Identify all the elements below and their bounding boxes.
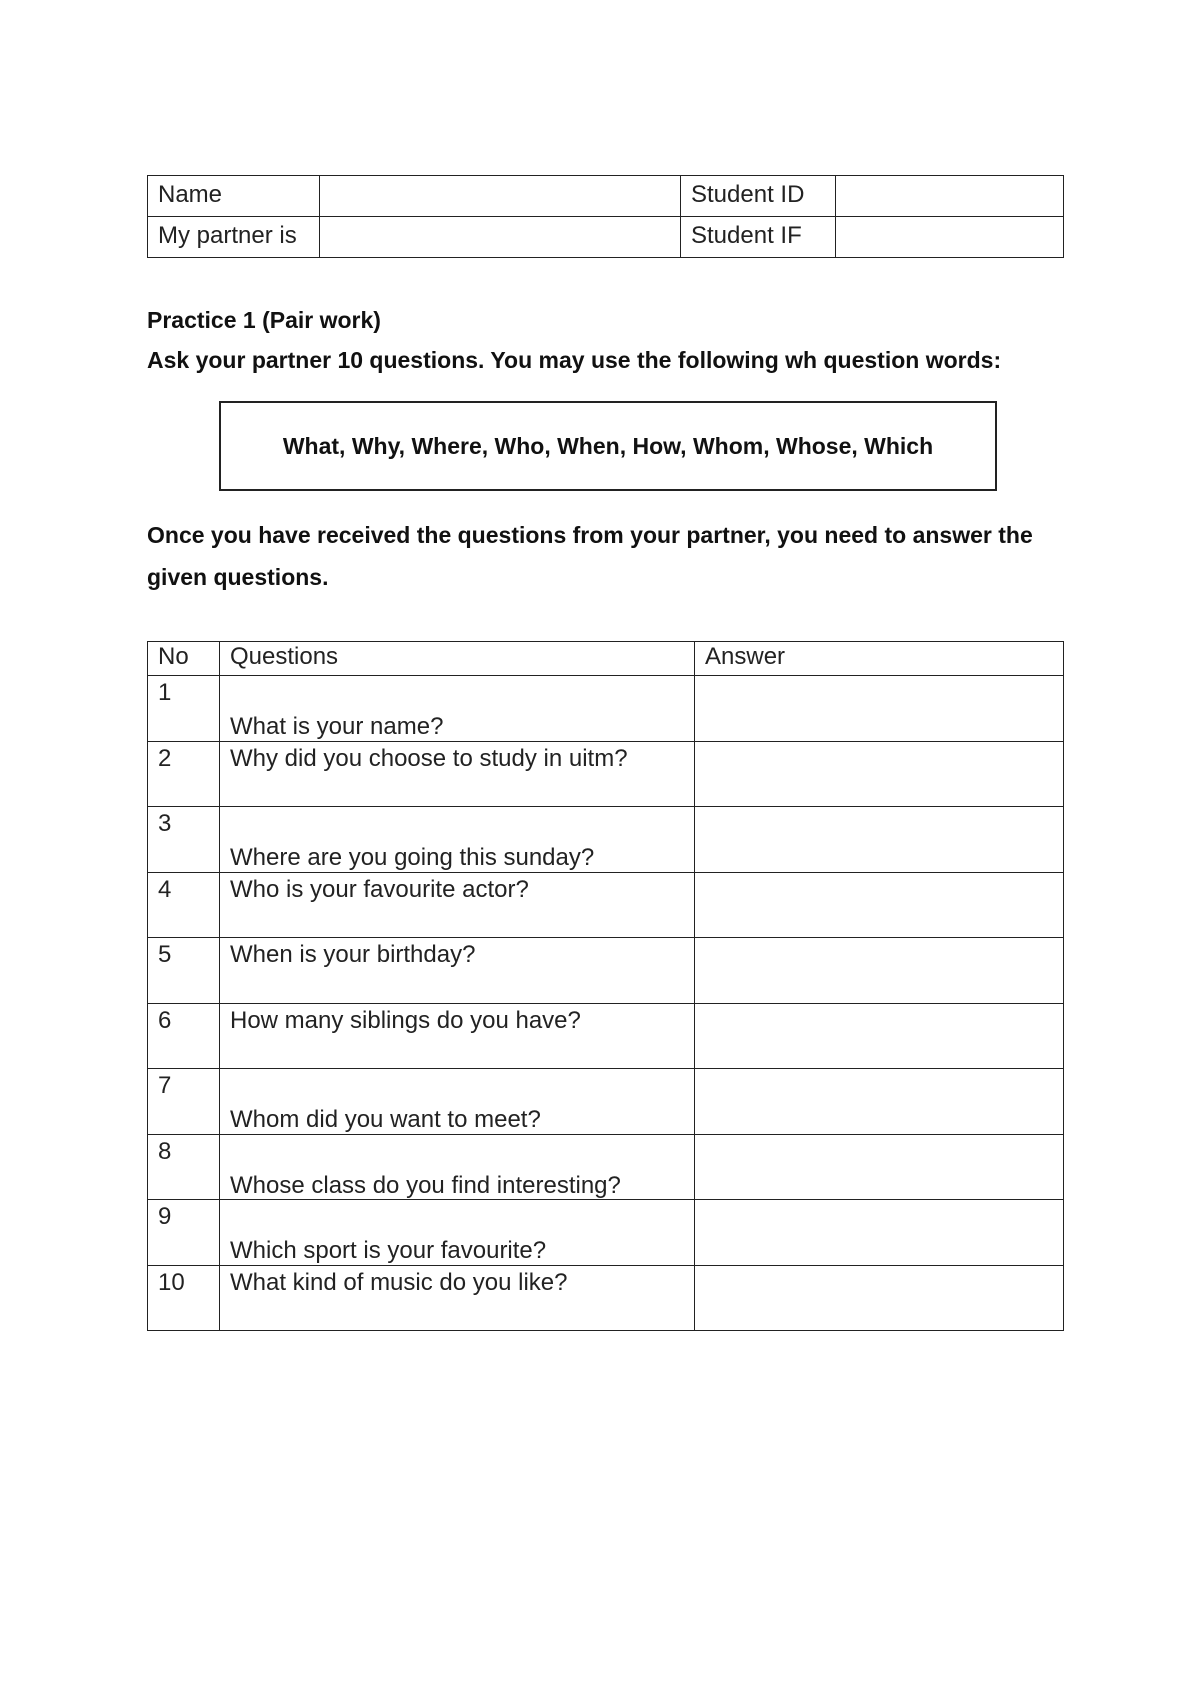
row-number-text: 7 [158, 1072, 172, 1099]
row-number-text: 8 [158, 1137, 172, 1165]
table-row [148, 1200, 1064, 1266]
question-text: Where are you going this sunday? [230, 844, 595, 871]
partner-student-id-field[interactable] [836, 217, 1064, 258]
answer-field[interactable] [695, 1134, 1064, 1200]
header-answer: Answer [695, 642, 1064, 676]
row-number [148, 938, 220, 1004]
question-cell [220, 1200, 695, 1266]
questions-table [147, 641, 1064, 1331]
question-cell [220, 807, 695, 873]
table-row [148, 1265, 1064, 1331]
table-header-row [148, 642, 1064, 676]
question-text: Who is your favourite actor? [230, 875, 529, 903]
question-text: Whose class do you find interesting? [230, 1171, 621, 1199]
student-id-label: Student ID [681, 176, 836, 217]
practice-title: Practice 1 (Pair work) [147, 307, 381, 333]
row-number [148, 1069, 220, 1135]
wh-words-box [219, 401, 997, 491]
student-id-field[interactable] [836, 176, 1064, 217]
questions-body [148, 676, 1064, 1331]
row-number [148, 872, 220, 938]
question-cell [220, 1003, 695, 1069]
row-number-text: 4 [158, 875, 172, 903]
row-number-text: 1 [158, 679, 172, 706]
name-field[interactable] [320, 176, 681, 217]
name-label: Name [148, 176, 320, 217]
answer-field[interactable] [695, 741, 1064, 807]
question-text: How many siblings do you have? [230, 1006, 581, 1034]
table-row [148, 741, 1064, 807]
answer-field[interactable] [695, 676, 1064, 742]
student-info-row [148, 176, 1064, 217]
row-number [148, 1265, 220, 1331]
answer-field[interactable] [695, 872, 1064, 938]
row-number-text: 9 [158, 1203, 172, 1230]
question-text: What is your name? [230, 713, 444, 740]
header-no: No [148, 642, 220, 676]
partner-info-row [148, 217, 1064, 258]
row-number [148, 741, 220, 807]
question-text: What kind of music do you like? [230, 1268, 568, 1296]
table-row [148, 1134, 1064, 1200]
question-cell [220, 1069, 695, 1135]
answer-field[interactable] [695, 1069, 1064, 1135]
row-number [148, 1134, 220, 1200]
instruction-text: Ask your partner 10 questions. You may use the following wh question words: [147, 347, 1002, 373]
question-text: Which sport is your favourite? [230, 1237, 547, 1264]
question-text: Whom did you want to meet? [230, 1106, 541, 1133]
table-row [148, 1003, 1064, 1069]
row-number-text: 5 [158, 941, 172, 968]
table-row [148, 1069, 1064, 1135]
partner-name-field[interactable] [320, 217, 681, 258]
answer-field[interactable] [695, 807, 1064, 873]
student-info-table [147, 175, 1064, 258]
question-cell [220, 938, 695, 1004]
row-number-text: 2 [158, 744, 172, 772]
question-cell [220, 1134, 695, 1200]
row-number [148, 1003, 220, 1069]
row-number-text: 10 [158, 1268, 185, 1296]
row-number [148, 807, 220, 873]
row-number [148, 1200, 220, 1266]
answer-field[interactable] [695, 1265, 1064, 1331]
partner-label: My partner is [148, 217, 320, 258]
question-text: Why did you choose to study in uitm? [230, 744, 628, 772]
answer-field[interactable] [695, 1200, 1064, 1266]
question-cell [220, 1265, 695, 1331]
table-row [148, 676, 1064, 742]
row-number [148, 676, 220, 742]
answer-field[interactable] [695, 938, 1064, 1004]
table-row [148, 938, 1064, 1004]
wh-words-text: What, Why, Where, Who, When, How, Whom, Whose, Which [282, 432, 934, 459]
header-questions: Questions [220, 642, 695, 676]
question-cell [220, 872, 695, 938]
followup-instruction: Once you have received the questions from your partner, you need to answer the given questions. [147, 522, 1033, 590]
table-row [148, 872, 1064, 938]
answer-field[interactable] [695, 1003, 1064, 1069]
partner-student-id-label: Student IF [681, 217, 836, 258]
question-text: When is your birthday? [230, 941, 476, 968]
question-cell [220, 741, 695, 807]
row-number-text: 3 [158, 810, 172, 837]
table-row [148, 807, 1064, 873]
question-cell [220, 676, 695, 742]
row-number-text: 6 [158, 1006, 172, 1034]
